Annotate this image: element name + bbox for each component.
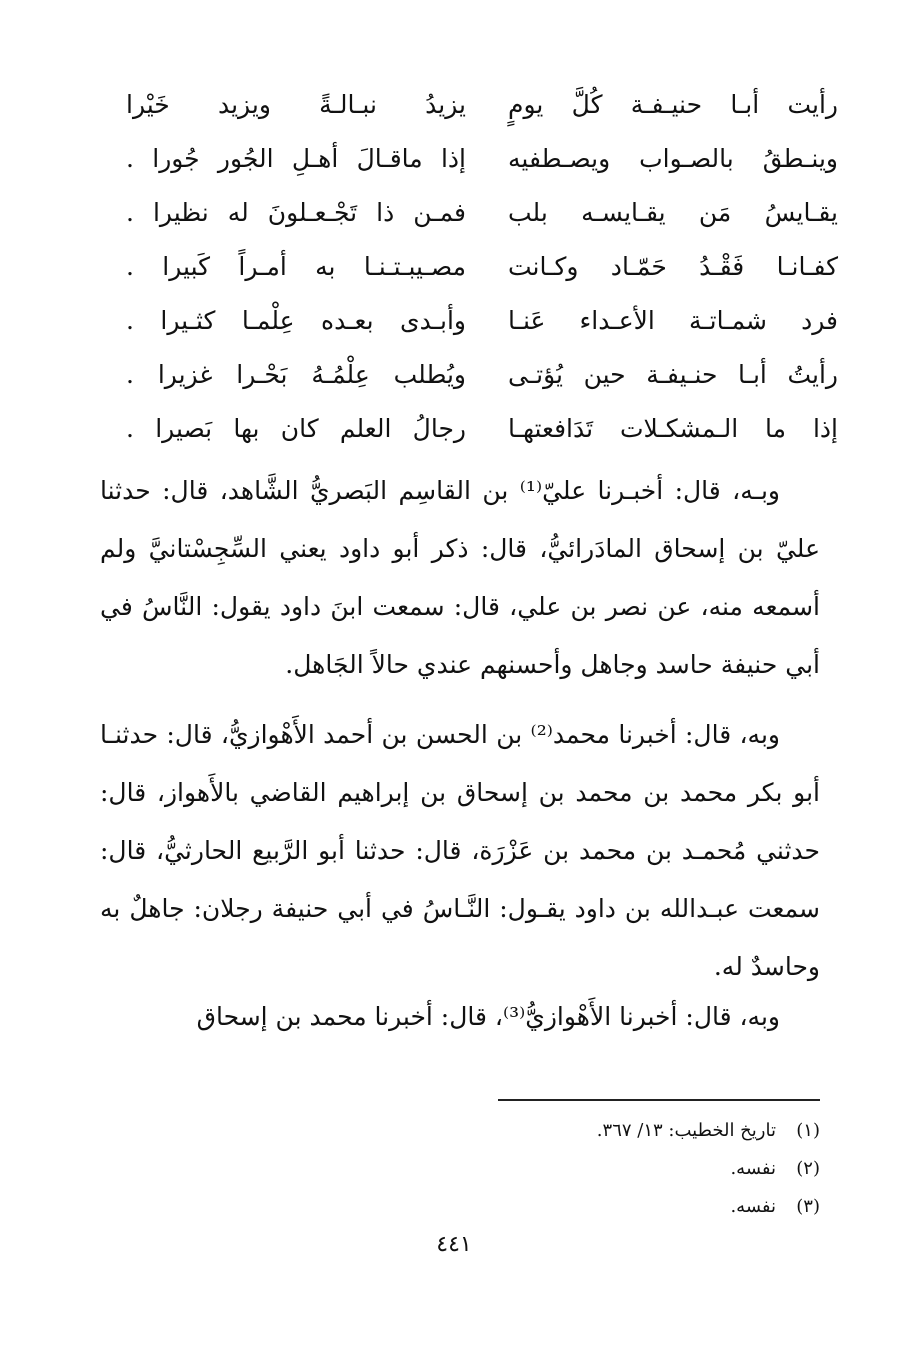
verse-second-hemistich: مصـيبـتـنـا به أمـراً كَبيرا . — [126, 252, 466, 281]
verse-second-hemistich: إذا ماقـالَ أهـلِ الجُور جُورا . — [126, 144, 466, 173]
footnote-number: (١) — [796, 1120, 820, 1141]
verse — [126, 294, 838, 348]
paragraph-text: وبه، قال: أخبرنا محمد⁽²⁾ بن الحسن بن أحمد الأَهْوازيُّ، قال: حدثنـا أبو بكر محمد بن محمد بن إسحاق بن إبراهيم القاضي بالأَهواز، قال: حدثني مُحمـد بن محمد بن عَزْرَة، قال: حدثنا أبو الرَّبيع الحارثيُّ، قال: سمعت عبـدالله بن داود يقـول: النَّـاسُ في أبي حنيفة رجلان: جاهلٌ به وحاسدٌ له. — [100, 720, 820, 981]
footnote-text: نفسه. — [730, 1158, 776, 1179]
footnote — [420, 1150, 820, 1188]
footnote-number: (٢) — [796, 1158, 820, 1179]
verse-second-hemistich: رجالُ العلم كان بها بَصيرا . — [126, 414, 466, 443]
paragraph-2 — [100, 706, 820, 996]
paragraph-text: وبـه، قال: أخبـرنا عليّ⁽¹⁾ بن القاسِم البَصريُّ الشَّاهد، قال: حدثنا عليّ بن إسحاق المادَرائيُّ، قال: ذكر أبو داود يعني السِّجِسْتانيَّ ولم أسمعه منه، عن نصر بن علي، قال: سمعت ابنَ داود يقول: النَّاسُ في أبي حنيفة حاسد وجاهل وأحسنهم عندي حالاً الجَاهل. — [100, 476, 820, 679]
verse-first-hemistich: فرد شمـاتـة الأعـداء عَنـا — [508, 306, 838, 335]
footnote-number: (٣) — [796, 1196, 820, 1217]
paragraph-3 — [100, 988, 820, 1046]
verse-first-hemistich: إذا ما الـمشكـلات تَدَافعتهـا — [508, 414, 838, 443]
verse-second-hemistich: فمـن ذا تَجْـعـلونَ له نظيرا . — [126, 198, 466, 227]
paragraph-text: وبه، قال: أخبرنا الأَهْوازيُّ⁽³⁾، قال: أخبرنا محمد بن إسحاق — [196, 1002, 780, 1031]
footnote-text: نفسه. — [730, 1196, 776, 1217]
verse — [126, 240, 838, 294]
paragraph-1 — [100, 462, 820, 694]
verse — [126, 186, 838, 240]
footnote — [420, 1112, 820, 1150]
page-number: ٤٤١ — [436, 1232, 472, 1257]
verse-first-hemistich: يقـايسُ مَن يقـايسـه بلب — [508, 198, 838, 227]
verse-first-hemistich: رأيت أبـا حنيـفـة كُلَّ يومٍ — [508, 90, 838, 119]
verse-second-hemistich: ويُطلب عِلْمُـهُ بَحْـرا غزيرا . — [126, 360, 466, 389]
footnote-divider — [498, 1099, 820, 1101]
verse — [126, 402, 838, 456]
footnotes — [420, 1112, 820, 1226]
verse-second-hemistich: وأبـدى بعـده عِلْمـا كثـيرا . — [126, 306, 466, 335]
verse-first-hemistich: وينـطقُ بالصـواب ويصـطفيه — [508, 144, 838, 173]
verse-first-hemistich: كفـانـا فَقْـدُ حَمّـاد وكـانت — [508, 252, 838, 281]
verse — [126, 348, 838, 402]
verse-first-hemistich: رأيتُ أبـا حنـيفـة حين يُؤتـى — [508, 360, 838, 389]
verse-second-hemistich: يزيدُ نبـالـةً ويزيد خَيْرا — [126, 90, 466, 119]
poem — [126, 78, 838, 456]
footnote-text: تاريخ الخطيب: ١٣/ ٣٦٧. — [596, 1120, 776, 1141]
verse — [126, 78, 838, 132]
footnote — [420, 1188, 820, 1226]
verse — [126, 132, 838, 186]
